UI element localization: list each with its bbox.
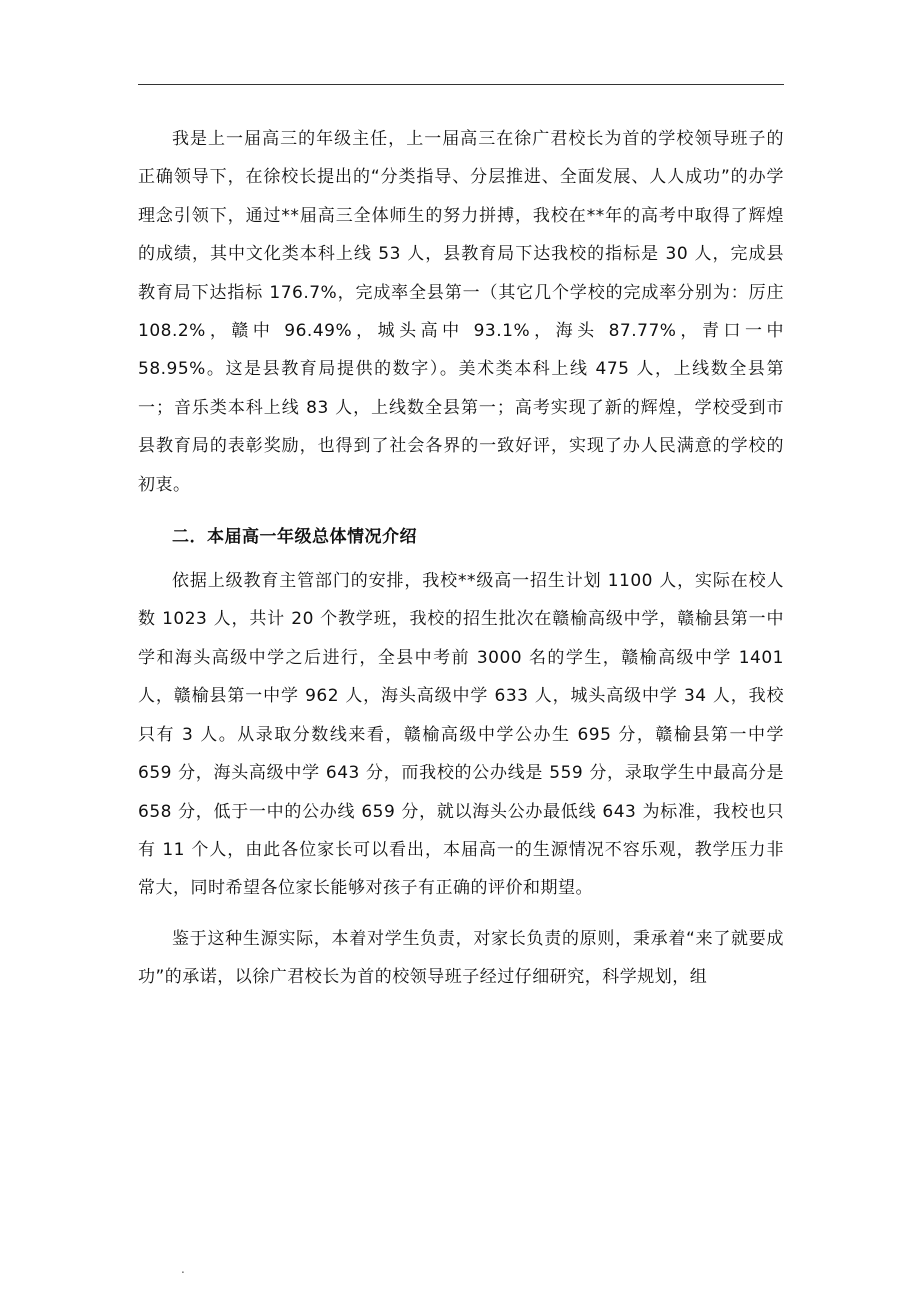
section-heading: 二．本届高一年级总体情况介绍 [172, 527, 417, 548]
document-body [138, 120, 784, 997]
header-rule [138, 84, 784, 85]
footer-mark: . [181, 1262, 185, 1276]
paragraph-plan: 鉴于这种生源实际，本着对学生负责，对家长负责的原则，秉承着“来了就要成功”的承诺，以徐广君校长为首的校领导班子经过仔细研究，科学规划，组 [138, 928, 784, 988]
paragraph-intro: 我是上一届高三的年级主任，上一届高三在徐广君校长为首的学校领导班子的正确领导下，在徐校长提出的“分类指导、分层推进、全面发展、人人成功”的办学理念引领下，通过**届高三全体师生的努力拼搏，我校在**年的高考中取得了辉煌的成绩，其中文化类本科上线 53 人，县教育局下达我校的指标是 30 人，完成县教育局下达指标 176.7%，完成率全县第一（其它几个学校的完成率分别为：厉庄 108.2%，赣中 96.49%，城头高中 93.1%，海头 87.77%，青口一中 58.95%。这是县教育局提供的数字）。美术类本科上线 475 人，上线数全县第一；音乐类本科上线 83 人，上线数全县第一；高考实现了新的辉煌，学校受到市县教育局的表彰奖励，也得到了社会各界的一致好评，实现了办人民满意的学校的初衷。 [138, 129, 784, 495]
paragraph-enrollment: 依据上级教育主管部门的安排，我校**级高一招生计划 1100 人，实际在校人数 1023 人，共计 20 个教学班，我校的招生批次在赣榆高级中学，赣榆县第一中学和海头高级中学之后进行，全县中考前 3000 名的学生，赣榆高级中学 1401 人，赣榆县第一中学 962 人，海头高级中学 633 人，城头高级中学 34 人，我校只有 3 人。从录取分数线来看，赣榆高级中学公办生 695 分，赣榆县第一中学 659 分，海头高级中学 643 分，而我校的公办线是 559 分，录取学生中最高分是 658 分，低于一中的公办线 659 分，就以海头公办最低线 643 为标准，我校也只有 11 个人，由此各位家长可以看出，本届高一的生源情况不容乐观，教学压力非常大，同时希望各位家长能够对孩子有正确的评价和期望。 [138, 571, 784, 899]
